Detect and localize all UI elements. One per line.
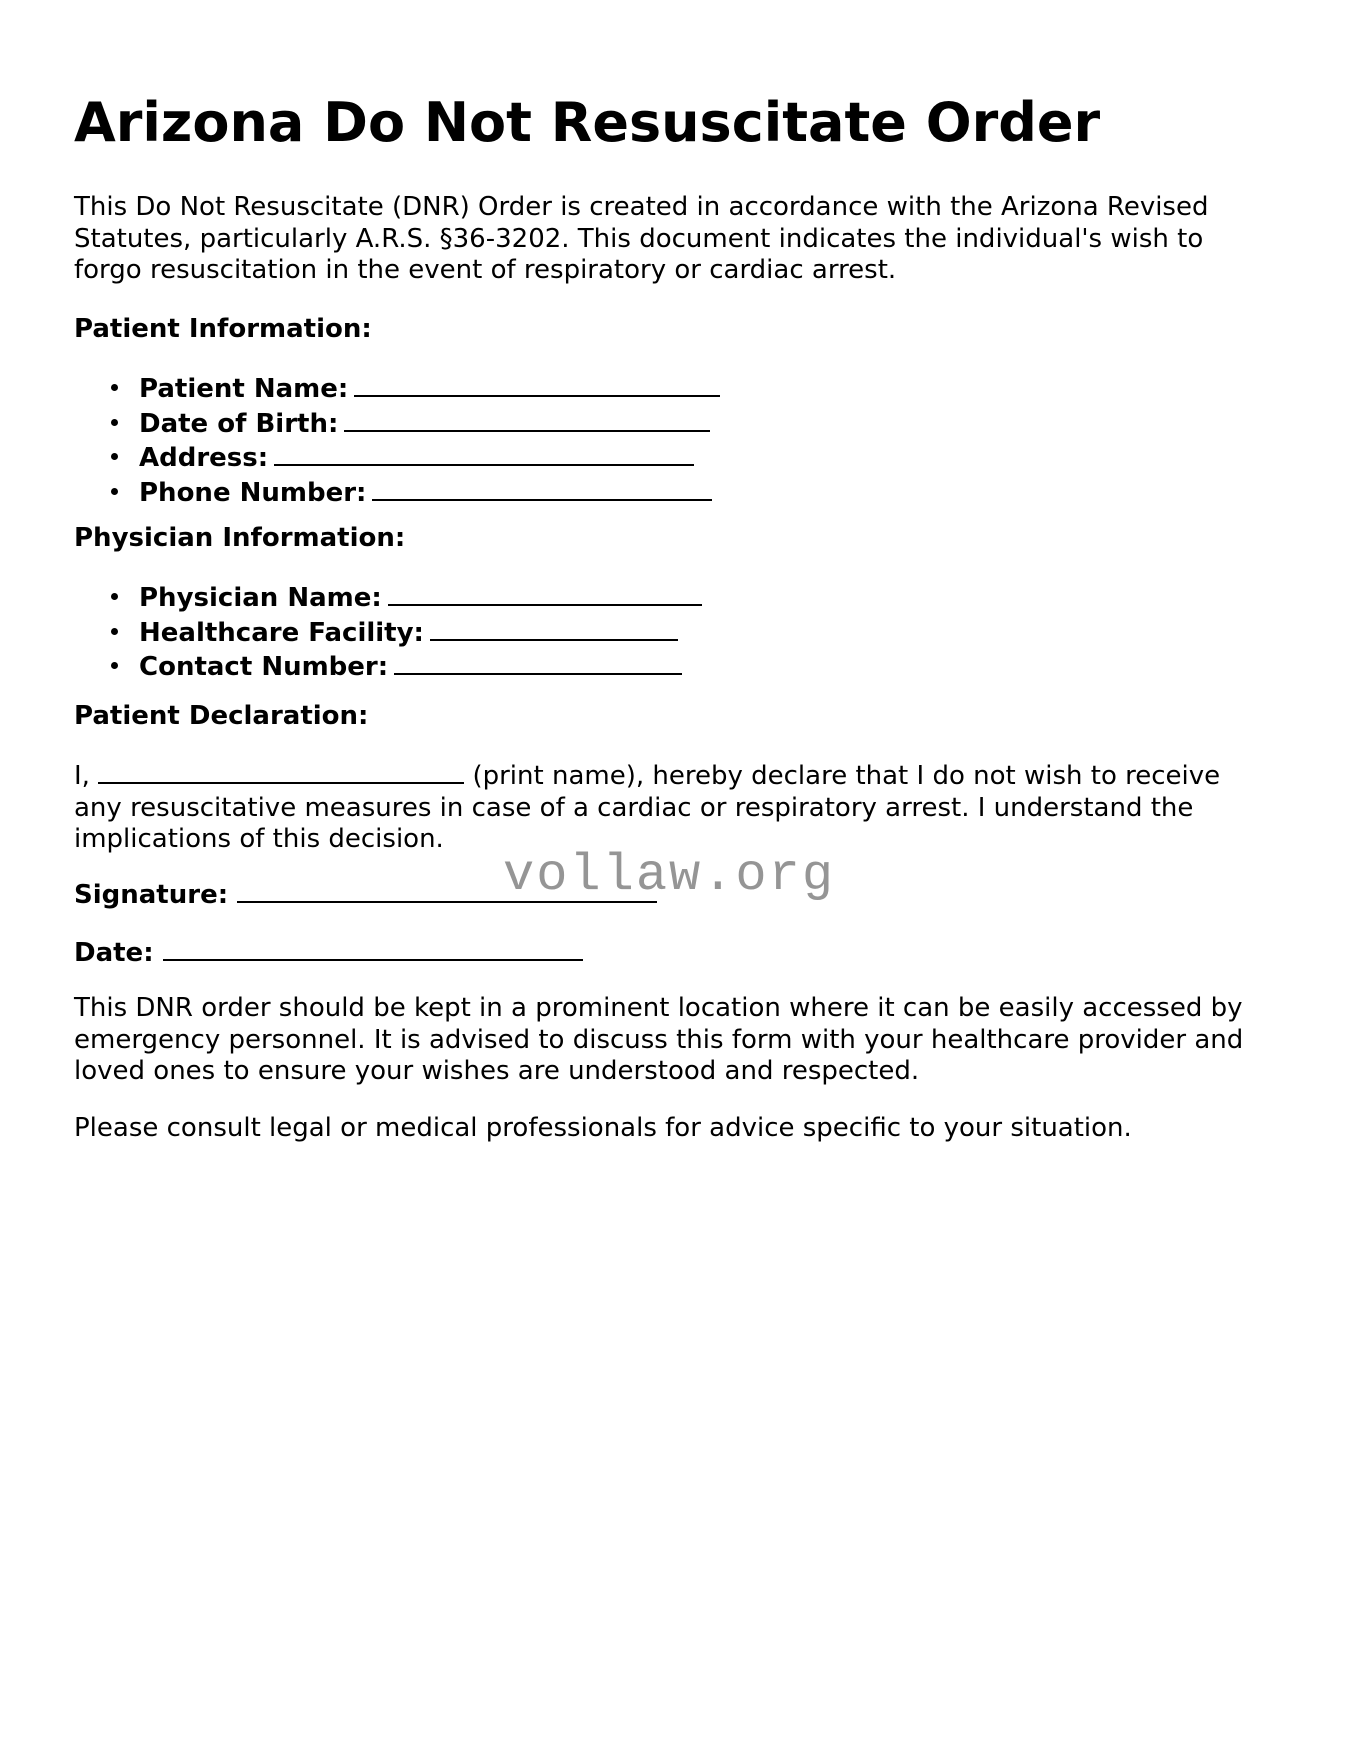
declaration-paragraph: [74, 758, 1274, 856]
intro-paragraph: This Do Not Resuscitate (DNR) Order is created in accordance with the Arizona Revised Statutes, particularly A.R.S. §36-3202. This document indicates the individual's wish to forgo resuscitation in the event of respiratory or cardiac arrest.: [74, 192, 1209, 285]
patient-declaration-heading: Patient Declaration:: [74, 701, 369, 731]
date-line: [74, 935, 583, 970]
disclaimer-paragraph: Please consult legal or medical professionals for advice specific to your situation.: [74, 1113, 1132, 1143]
document-title: Arizona Do Not Resuscitate Order: [74, 91, 1101, 154]
address-blank[interactable]: [274, 440, 694, 466]
patient-info-list: [74, 371, 720, 509]
phone-number-field: [139, 475, 720, 510]
field-label: Contact Number:: [139, 652, 389, 682]
field-label: Address:: [139, 443, 269, 473]
declaration-rest: any resuscitative measures in case of a cardiac or respiratory arrest. I understand the implications of this decision.: [74, 792, 1194, 854]
address-field: [139, 440, 720, 475]
declaration-suffix: (print name), hereby declare that I do not wish to receive: [472, 761, 1221, 791]
print-name-blank[interactable]: [98, 758, 464, 784]
field-label: Physician Name:: [139, 583, 382, 613]
physician-info-list: [74, 580, 702, 684]
healthcare-facility-blank[interactable]: [430, 615, 678, 641]
field-label: Patient Name:: [139, 374, 349, 404]
closing-paragraph: This DNR order should be kept in a prominent location where it can be easily accessed by emergency personnel. It is advised to discuss this form with your healthcare provider and loved ones to ensure your wishes are understood and respected.: [74, 993, 1244, 1086]
phone-number-blank[interactable]: [372, 475, 712, 501]
patient-info-heading: Patient Information:: [74, 314, 372, 344]
patient-name-blank[interactable]: [354, 371, 720, 397]
watermark: vollaw.org: [503, 846, 836, 905]
physician-info-heading: Physician Information:: [74, 523, 406, 553]
physician-name-blank[interactable]: [388, 580, 702, 606]
declaration-prefix: I,: [74, 761, 90, 791]
field-label: Phone Number:: [139, 477, 367, 508]
date-label: Date:: [74, 938, 154, 968]
field-label: Healthcare Facility:: [139, 617, 424, 648]
healthcare-facility-field: [139, 615, 702, 650]
date-of-birth-blank[interactable]: [344, 406, 710, 432]
date-of-birth-field: [139, 406, 720, 441]
contact-number-blank[interactable]: [394, 649, 682, 675]
field-label: Date of Birth:: [139, 408, 339, 439]
contact-number-field: [139, 649, 702, 684]
signature-label: Signature:: [74, 880, 229, 910]
physician-name-field: [139, 580, 702, 615]
date-blank[interactable]: [163, 935, 583, 961]
patient-name-field: [139, 371, 720, 406]
